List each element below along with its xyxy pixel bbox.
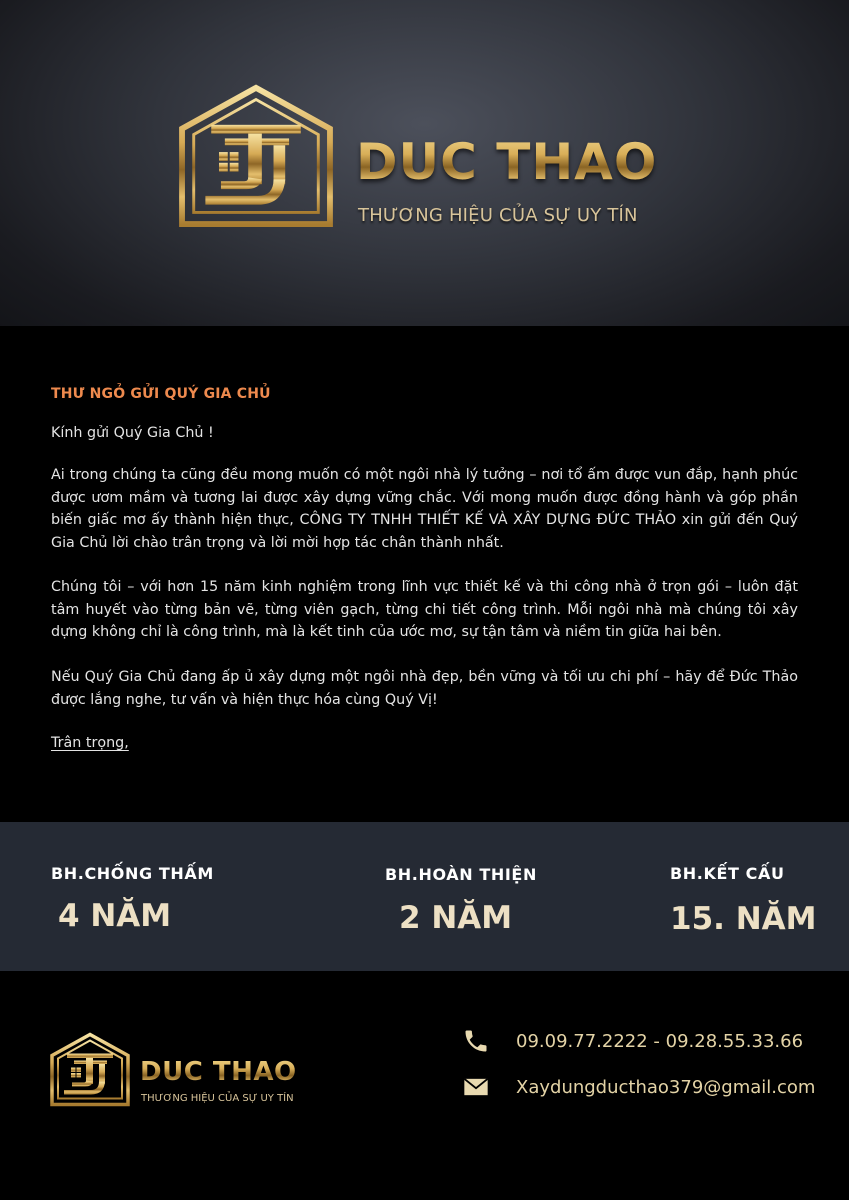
- warranty-value-structure: 15. NĂM: [670, 901, 817, 937]
- letter-closing: Trân trọng,: [51, 735, 129, 751]
- warranty-label-waterproof: BH.CHỐNG THẤM: [51, 864, 214, 883]
- header-banner: [0, 0, 849, 326]
- house-logo-icon: [178, 82, 334, 228]
- mail-icon: [462, 1073, 490, 1101]
- warranty-label-finishing: BH.HOÀN THIỆN: [385, 865, 537, 884]
- letter-title: THƯ NGỎ GỬI QUÝ GIA CHỦ: [51, 386, 271, 402]
- letter-paragraph: Chúng tôi – với hơn 15 năm kinh nghiệm trong lĩnh vực thiết kế và thi công nhà ở trọn gói – luôn đặt tâm huyết vào từng bản vẽ, từng viên gạch, từng chi tiết công trình. Mỗi ngôi nhà mà chúng tôi xây dựng không chỉ là công trình, mà là kết tinh của ước mơ, sự tận tâm và niềm tin giữa hai bên.: [51, 579, 798, 640]
- footer-brand-name: DUC THAO: [140, 1057, 297, 1087]
- house-logo-icon: [50, 1031, 130, 1107]
- brand-name: DUC THAO: [356, 130, 657, 194]
- footer: [0, 971, 849, 1200]
- warranty-band: [0, 822, 849, 971]
- phone-icon: [462, 1027, 490, 1055]
- letter-paragraph: Ai trong chúng ta cũng đều mong muốn có một ngôi nhà lý tưởng – nơi tổ ấm được vun đắp, hạnh phúc được ươm mầm và tương lai được xây dựng vững chắc. Với mong muốn được đồng hành và góp phần biến giấc mơ ấy thành hiện thực, CÔNG TY TNHH THIẾT KẾ VÀ XÂY DỰNG ĐỨC THẢO xin gửi đến Quý Gia Chủ lời chào trân trọng và lời mời hợp tác chân thành nhất.: [51, 467, 798, 551]
- letter-greeting: Kính gửi Quý Gia Chủ !: [51, 425, 214, 441]
- phone-numbers[interactable]: 09.09.77.2222 - 09.28.55.33.66: [516, 1031, 804, 1052]
- warranty-value-waterproof: 4 NĂM: [58, 898, 172, 934]
- footer-brand-slogan: THƯƠNG HIỆU CỦA SỰ UY TÍN: [141, 1093, 294, 1104]
- email-address[interactable]: Xaydungducthao379@gmail.com: [516, 1077, 816, 1098]
- letter-paragraph: Nếu Quý Gia Chủ đang ấp ủ xây dựng một ngôi nhà đẹp, bền vững và tối ưu chi phí – hãy để Đức Thảo được lắng nghe, tư vấn và hiện thực hóa cùng Quý Vị!: [51, 669, 798, 708]
- warranty-value-finishing: 2 NĂM: [399, 900, 513, 936]
- brand-slogan: THƯƠNG HIỆU CỦA SỰ UY TÍN: [358, 205, 638, 226]
- warranty-label-structure: BH.KẾT CẤU: [670, 864, 785, 883]
